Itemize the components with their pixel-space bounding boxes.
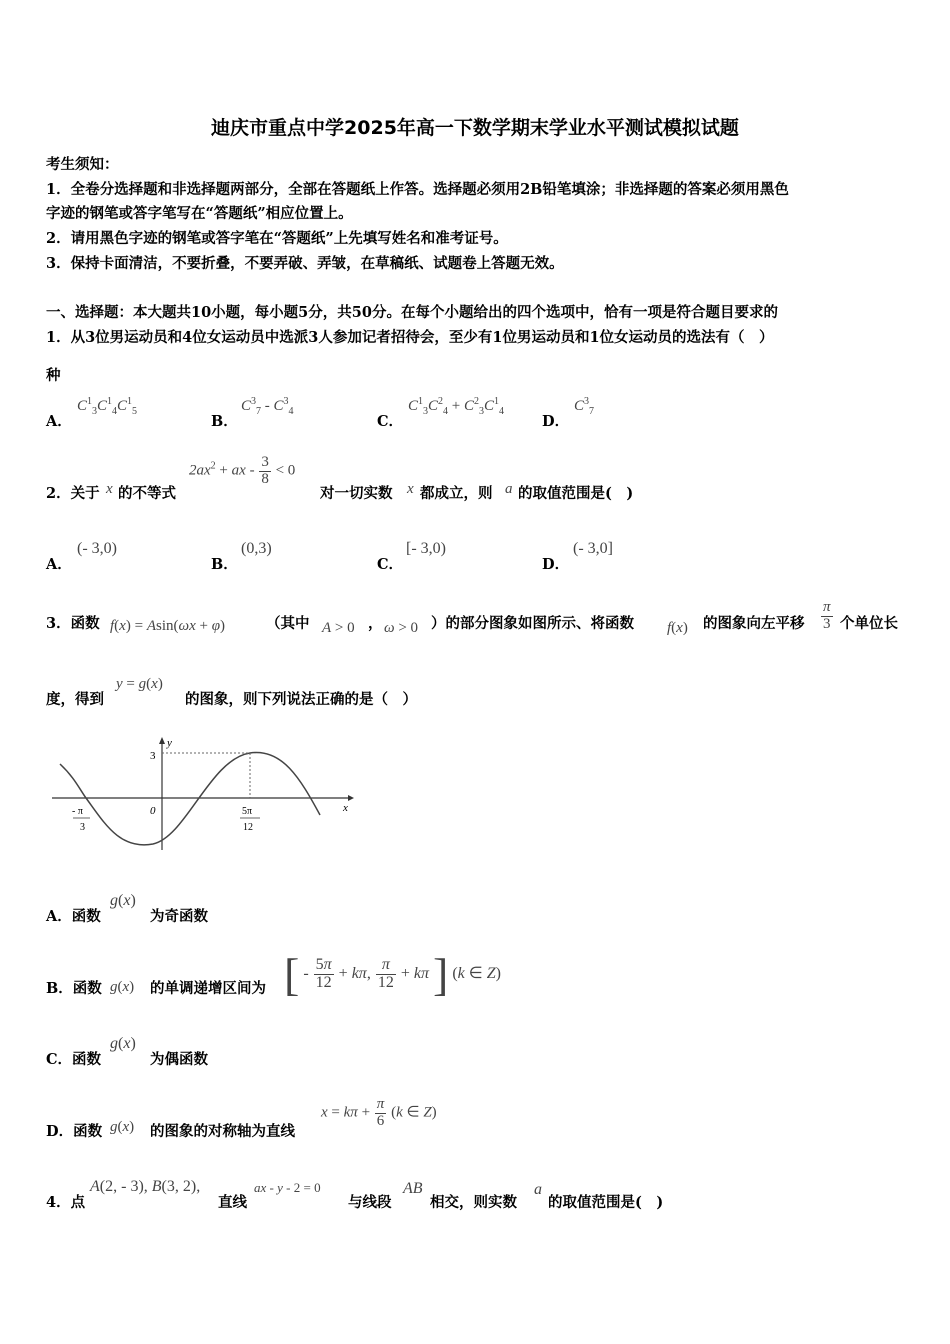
q2-stem-part2: 的不等式 xyxy=(118,485,176,502)
q2-var-x: x xyxy=(106,481,113,497)
x-axis-label: x xyxy=(343,802,348,814)
sine-curve xyxy=(60,752,320,844)
q3-stem-part6: 个单位长 xyxy=(840,615,898,632)
q3-option-d-gx: g(x) xyxy=(110,1119,135,1135)
q2-stem-part5: 的取值范围是( ) xyxy=(518,485,634,502)
q2-stem-part4: 都成立，则 xyxy=(420,485,493,502)
q4-points: A(2, - 3), B(3, 2), xyxy=(90,1178,201,1195)
q1-option-d-label[interactable]: D． xyxy=(542,413,570,430)
x-axis-arrow xyxy=(348,795,354,801)
notice-item-1-cont: 字迹的钢笔或答字笔写在“答题纸”相应位置上。 xyxy=(46,205,353,222)
q2-inequality: $2ax^2$ + ax - $\frac{3}{8}$ < 0 xyxy=(189,454,296,487)
q2-var-x2: x xyxy=(407,481,414,497)
q3-option-b-pre[interactable]: B．函数 xyxy=(46,980,102,997)
q1-option-b-label[interactable]: B． xyxy=(211,413,238,430)
q3-stem-part7: 度，得到 xyxy=(46,691,104,708)
q4-line-eq: ax - y - 2 = 0 xyxy=(254,1180,321,1195)
q1-option-c-formula: $C^1_3C^2_4 + C^2_3C^1_4$ xyxy=(408,396,505,417)
q2-option-b-value: (0,3) xyxy=(241,540,272,557)
q1-option-b-formula: $C^3_7 - C^3_4$ xyxy=(241,396,294,417)
q4-stem-part3: 与线段 xyxy=(348,1194,392,1211)
notice-item-2: 2．请用黑色字迹的钢笔或答字笔在“答题纸”上先填写姓名和准考证号。 xyxy=(46,230,508,247)
left-tick-den: 3 xyxy=(80,822,85,833)
q4-stem-part2: 直线 xyxy=(218,1194,247,1211)
q4-stem-part4: 相交，则实数 xyxy=(430,1194,517,1211)
q3-option-a-post: 为奇函数 xyxy=(150,908,208,925)
q4-segment-ab: AB xyxy=(403,1180,423,1197)
q1-option-a-formula: $C^1_3C^1_4C^1_5$ xyxy=(77,396,138,417)
q1-option-a-label[interactable]: A． xyxy=(46,413,72,430)
q3-option-d-axis-eq: x = kπ + $\frac{\pi}{6}$ (k ∈ Z) xyxy=(321,1096,437,1129)
y-axis-arrow xyxy=(159,737,165,744)
q3-function-def: f(x) = Asin(ωx + φ) xyxy=(110,618,226,634)
y-max-label: 3 xyxy=(150,750,156,762)
q3-option-d-pre[interactable]: D．函数 xyxy=(46,1123,103,1140)
right-tick-num: 5π xyxy=(242,806,253,817)
q2-stem-part1: 2．关于 xyxy=(46,485,100,502)
q3-graph xyxy=(50,732,360,852)
q3-stem-part1: 3．函数 xyxy=(46,615,100,632)
q1-stem-end: 种 xyxy=(46,367,61,384)
q3-cond-a: A > 0 xyxy=(322,620,355,636)
notice-heading: 考生须知： xyxy=(46,156,119,173)
q3-stem-part8: 的图象，则下列说法正确的是（ ） xyxy=(185,691,417,708)
q3-option-c-gx: g(x) xyxy=(110,1035,136,1052)
y-axis-label: y xyxy=(167,737,172,749)
q3-shift-fraction: $\frac{\pi}{3}$ xyxy=(823,599,831,632)
q3-stem-part5: 的图象向左平移 xyxy=(703,615,805,632)
q2-option-a-label[interactable]: A． xyxy=(46,556,72,573)
q3-option-c-pre[interactable]: C．函数 xyxy=(46,1051,102,1068)
q2-option-c-label[interactable]: C． xyxy=(377,556,404,573)
notice-item-1: 1．全卷分选择题和非选择题两部分，全部在答题纸上作答。选择题必须用2B铅笔填涂；非选择题的答案必须用黑色 xyxy=(46,181,789,198)
q4-var-a: a xyxy=(534,1181,542,1198)
q3-stem-part2: （其中 xyxy=(266,615,310,632)
q2-var-a: a xyxy=(505,481,513,497)
q3-cond-omega: ω > 0 xyxy=(384,620,419,636)
q2-option-d-label[interactable]: D． xyxy=(542,556,570,573)
q4-stem-part5: 的取值范围是( ) xyxy=(548,1194,664,1211)
q1-option-c-label[interactable]: C． xyxy=(377,413,404,430)
q2-option-b-label[interactable]: B． xyxy=(211,556,238,573)
q4-stem-part1: 4．点 xyxy=(46,1194,86,1211)
q3-fx: f(x) xyxy=(667,620,688,636)
q3-option-b-interval: [ - $\frac{5\pi}{12}$ + kπ, $\frac{\pi}{12}$ + kπ ] (k ∈ Z) xyxy=(284,949,501,1000)
q3-option-d-post: 的图象的对称轴为直线 xyxy=(150,1123,295,1140)
q3-option-c-post: 为偶函数 xyxy=(150,1051,208,1068)
q3-option-a-pre[interactable]: A．函数 xyxy=(46,908,101,925)
q3-option-a-gx: g(x) xyxy=(110,892,136,909)
q3-gx-def: y = g(x) xyxy=(116,676,163,692)
q1-option-d-formula: $C^3_7$ xyxy=(574,396,595,417)
q2-option-a-value: (- 3,0) xyxy=(77,540,117,557)
section-heading: 一、选择题：本大题共10小题，每小题5分，共50分。在每个小题给出的四个选项中，恰有一项是符合题目要求的 xyxy=(46,304,778,321)
q3-option-b-gx: g(x) xyxy=(110,979,135,995)
q2-option-c-value: [- 3,0) xyxy=(406,540,446,557)
q2-option-d-value: (- 3,0] xyxy=(573,540,613,557)
q1-stem: 1．从3位男运动员和4位女运动员中选派3人参加记者招待会，至少有1位男运动员和1位女运动员的选法有（ ） xyxy=(46,329,774,346)
q3-stem-part4: ）的部分图象如图所示、将函数 xyxy=(431,615,634,632)
q2-stem-part3: 对一切实数 xyxy=(320,485,393,502)
left-tick-num: - π xyxy=(72,806,83,817)
origin-label: 0 xyxy=(150,805,156,817)
notice-item-3: 3．保持卡面清洁，不要折叠，不要弄破、弄皱，在草稿纸、试题卷上答题无效。 xyxy=(46,255,564,272)
q3-stem-part3: ， xyxy=(368,615,383,632)
page-title: 迪庆市重点中学2025年高一下数学期末学业水平测试模拟试题 xyxy=(211,117,739,139)
q3-option-b-post: 的单调递增区间为 xyxy=(150,980,266,997)
right-tick-den: 12 xyxy=(243,822,253,833)
